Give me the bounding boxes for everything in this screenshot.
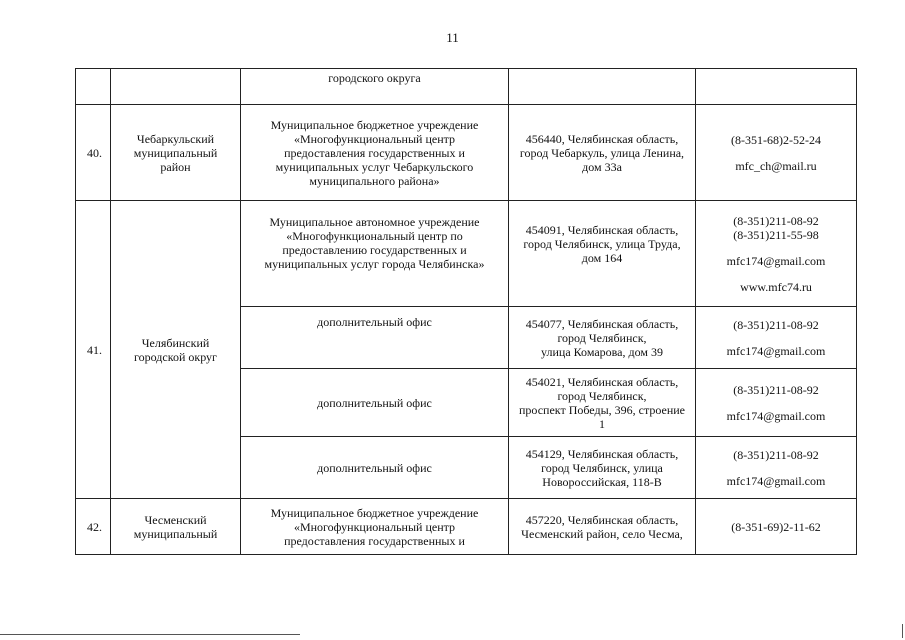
phone-text: (8-351)211-55-98 [733, 227, 819, 242]
text-line: дополнительный офис [317, 315, 432, 329]
address-cell [509, 437, 696, 499]
phone-text: (8-351)211-08-92 [733, 317, 819, 332]
text-line: городского округа [328, 71, 421, 85]
number-cell: 42. [76, 499, 111, 555]
email-text: mfc174@gmail.com [726, 408, 826, 423]
address-cell [509, 201, 696, 307]
text-line: муниципальных услуг Чебаркульского [275, 159, 474, 174]
contacts-cell [696, 307, 857, 369]
organization-cell [241, 201, 509, 307]
organization-cell [241, 437, 509, 499]
address-cell [509, 369, 696, 437]
text-line: Муниципальное автономное учреждение [269, 215, 480, 229]
table-row [76, 499, 857, 555]
text-line: 454077, Челябинская область, [525, 316, 679, 331]
text-line: городской округ [134, 349, 217, 364]
table-row [76, 201, 857, 307]
contacts-cell [696, 201, 857, 307]
phone-text: (8-351-69)2-11-62 [731, 519, 821, 534]
district-cell [111, 105, 241, 201]
text-line: Чебаркульский [136, 131, 215, 146]
page-number: 11 [446, 30, 459, 45]
contacts-cell [696, 369, 857, 437]
text-line: муниципального района» [309, 173, 440, 188]
table-row [76, 105, 857, 201]
text-line: предоставления государственных и [284, 145, 465, 160]
text-line: «Многофункциональный центр [293, 519, 456, 534]
email-text: mfc174@gmail.com [726, 473, 826, 488]
table-row [76, 69, 857, 105]
organization-cell [241, 499, 509, 555]
text-line: муниципальных услуг города Челябинска» [264, 257, 485, 271]
contacts-cell [696, 105, 857, 201]
website-text: www.mfc74.ru [740, 279, 812, 294]
text-line: 456440, Челябинская область, [525, 131, 679, 146]
text-line: дополнительный офис [317, 460, 432, 475]
address-cell [509, 307, 696, 369]
text-line: «Многофункциональный центр по [286, 229, 463, 243]
email-text: mfc_ch@mail.ru [735, 158, 817, 173]
text-line: дом 164 [581, 251, 623, 265]
district-cell [111, 499, 241, 555]
text-line: муниципальный [133, 145, 218, 160]
text-line: Новороссийская, 118-В [542, 474, 662, 489]
phone-text: (8-351)211-08-92 [733, 213, 819, 228]
text-line: город Челябинск, улица [541, 460, 663, 475]
text-line: 454021, Челябинская область, [525, 374, 679, 389]
organization-cell [241, 307, 509, 369]
text-line: Чесменский район, село Чесма, [521, 526, 683, 541]
text-line: Муниципальное бюджетное учреждение [270, 505, 479, 520]
text-line: Муниципальное бюджетное учреждение [270, 117, 479, 132]
text-line: 454129, Челябинская область, [525, 446, 679, 461]
address-cell [509, 105, 696, 201]
district-cell [111, 201, 241, 499]
phone-text: (8-351-68)2-52-24 [731, 132, 821, 147]
text-line: 457220, Челябинская область, [525, 512, 679, 527]
contacts-cell [696, 437, 857, 499]
contacts-cell [696, 499, 857, 555]
text-line: 1 [599, 416, 605, 431]
number-cell: 40. [76, 105, 111, 201]
number-cell [76, 69, 111, 105]
number-cell: 41. [76, 201, 111, 499]
text-line: город Челябинск, улица Труда, [523, 237, 681, 251]
text-line: муниципальный [133, 526, 218, 541]
email-text: mfc174@gmail.com [726, 343, 826, 358]
address-cell [509, 69, 696, 105]
contacts-cell [696, 69, 857, 105]
bottom-edge-mark [902, 624, 903, 638]
text-line: «Многофункциональный центр [293, 131, 456, 146]
district-cell [111, 69, 241, 105]
bottom-rule [0, 634, 300, 635]
text-line: город Чебаркуль, улица Ленина, [519, 145, 685, 160]
organization-cell [241, 105, 509, 201]
mfc-table [75, 68, 857, 555]
organization-cell [241, 69, 509, 105]
text-line: дополнительный офис [317, 395, 432, 410]
email-text: mfc174@gmail.com [726, 253, 826, 268]
text-line: дом 33а [582, 159, 622, 174]
text-line: Чесменский [144, 512, 207, 527]
text-line: город Челябинск, [557, 330, 647, 345]
phone-text: (8-351)211-08-92 [733, 447, 819, 462]
organization-cell [241, 369, 509, 437]
text-line: предоставлению государственных и [282, 243, 467, 257]
address-cell [509, 499, 696, 555]
text-line: Челябинский [141, 335, 210, 350]
text-line: район [160, 159, 191, 174]
phone-text: (8-351)211-08-92 [733, 382, 819, 397]
text-line: город Челябинск, [557, 388, 647, 403]
text-line: улица Комарова, дом 39 [541, 344, 663, 359]
text-line: 454091, Челябинская область, [525, 223, 679, 237]
text-line: проспект Победы, 396, строение [518, 402, 686, 417]
text-line: предоставления государственных и [284, 533, 465, 548]
